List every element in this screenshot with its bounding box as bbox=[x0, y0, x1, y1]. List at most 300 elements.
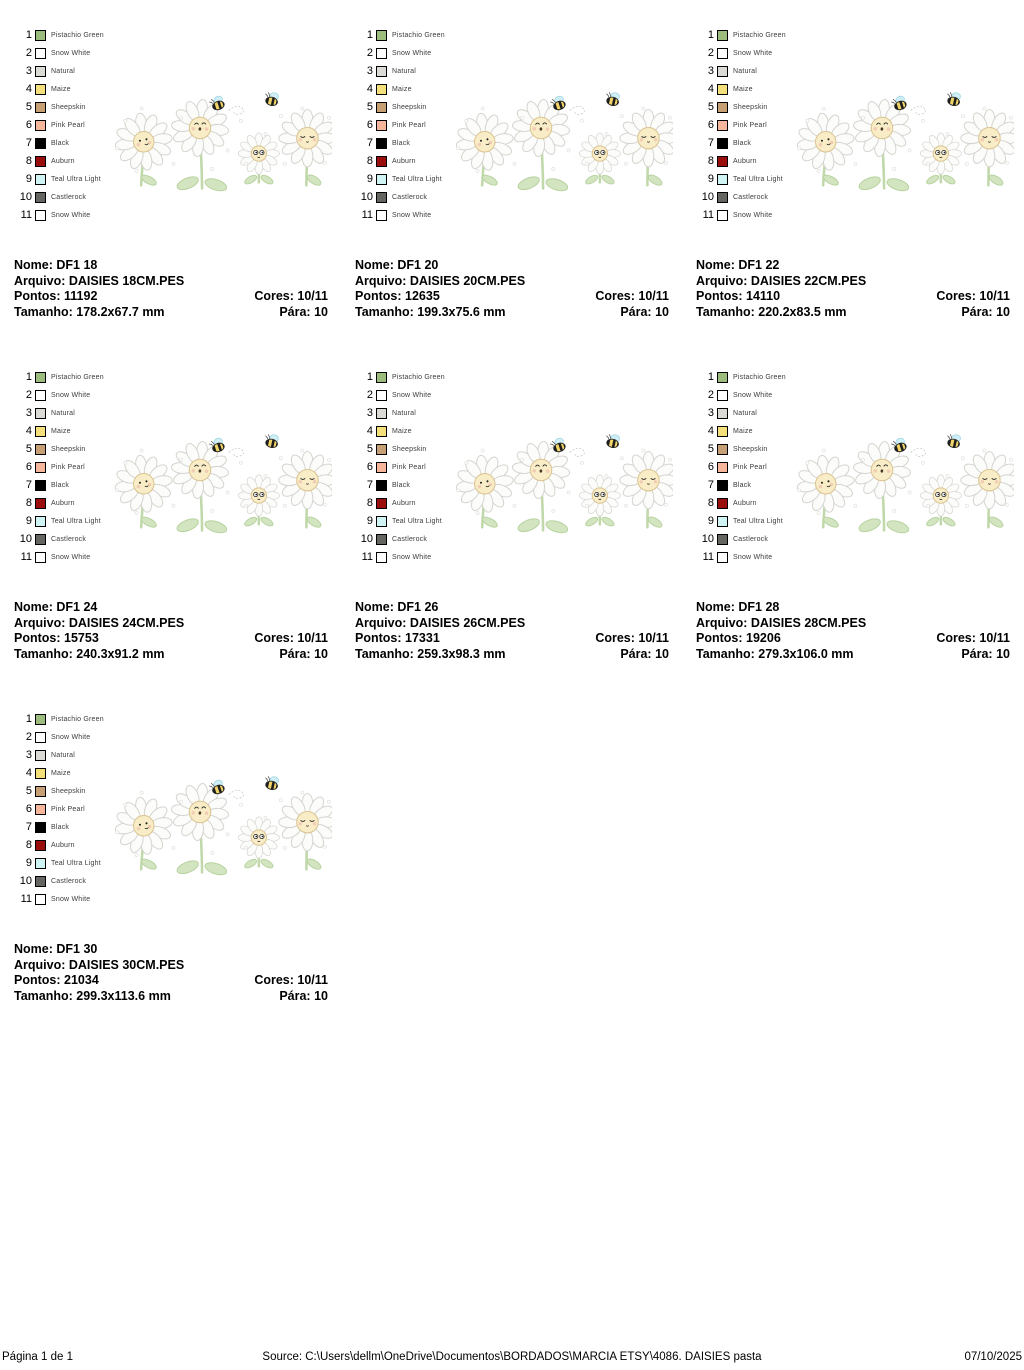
color-name: Pink Pearl bbox=[733, 121, 767, 129]
color-name: Teal Ultra Light bbox=[51, 859, 101, 867]
tamanho-label: Tamanho: bbox=[14, 988, 73, 1003]
color-number: 8 bbox=[707, 155, 714, 167]
color-name: Pistachio Green bbox=[51, 715, 104, 723]
color-name: Snow White bbox=[733, 49, 773, 57]
color-row bbox=[14, 836, 104, 854]
color-row bbox=[14, 368, 104, 386]
color-name: Castlerock bbox=[51, 193, 87, 201]
color-name: Maize bbox=[51, 85, 71, 93]
color-number: 5 bbox=[25, 785, 32, 797]
color-name: Snow White bbox=[51, 211, 91, 219]
cores-value: 10/11 bbox=[297, 973, 328, 987]
color-row bbox=[14, 422, 104, 440]
color-number: 1 bbox=[25, 713, 32, 725]
color-row bbox=[355, 188, 445, 206]
color-row bbox=[696, 512, 786, 530]
color-number: 3 bbox=[25, 65, 32, 77]
cores-label: Cores: bbox=[254, 973, 294, 987]
color-swatch bbox=[35, 894, 46, 905]
color-name: Snow White bbox=[733, 553, 773, 561]
nome-value: DF1 20 bbox=[397, 258, 439, 272]
pontos-cores-line bbox=[696, 289, 1010, 305]
color-swatch bbox=[35, 840, 46, 851]
color-row bbox=[14, 494, 104, 512]
color-name: Pink Pearl bbox=[51, 463, 85, 471]
color-row bbox=[696, 170, 786, 188]
arquivo-value: DAISIES 26CM.PES bbox=[409, 615, 526, 630]
color-swatch bbox=[35, 426, 46, 437]
cores-value: 10/11 bbox=[979, 289, 1010, 303]
color-swatch bbox=[717, 30, 728, 41]
color-row bbox=[14, 872, 104, 890]
tamanho-label: Tamanho: bbox=[696, 304, 755, 319]
pontos-cores-line bbox=[355, 631, 669, 647]
arquivo-label: Arquivo: bbox=[696, 273, 748, 288]
pontos bbox=[355, 631, 440, 647]
color-row bbox=[14, 170, 104, 188]
color-number: 9 bbox=[366, 173, 373, 185]
color-swatch bbox=[717, 48, 728, 59]
color-name: Teal Ultra Light bbox=[733, 517, 783, 525]
color-swatch bbox=[376, 444, 387, 455]
color-row bbox=[355, 116, 445, 134]
color-row bbox=[14, 152, 104, 170]
daisies-bees-design-preview bbox=[112, 88, 332, 193]
color-name: Castlerock bbox=[51, 877, 87, 885]
color-swatch bbox=[717, 192, 728, 203]
arquivo-label: Arquivo: bbox=[14, 957, 66, 972]
color-swatch bbox=[35, 48, 46, 59]
tamanho-para-line bbox=[14, 647, 328, 663]
color-row bbox=[355, 26, 445, 44]
color-swatch bbox=[35, 30, 46, 41]
color-number: 4 bbox=[25, 83, 32, 95]
pontos-cores-line bbox=[14, 289, 328, 305]
arquivo-label: Arquivo: bbox=[696, 615, 748, 630]
cores-label: Cores: bbox=[595, 631, 635, 645]
nome-value: DF1 30 bbox=[56, 942, 98, 956]
color-list bbox=[355, 368, 445, 566]
color-number: 3 bbox=[25, 407, 32, 419]
color-swatch bbox=[35, 750, 46, 761]
color-swatch bbox=[376, 480, 387, 491]
color-name: Pink Pearl bbox=[51, 805, 85, 813]
color-name: Natural bbox=[733, 409, 757, 417]
color-number: 7 bbox=[707, 137, 714, 149]
color-swatch bbox=[376, 462, 387, 473]
color-list bbox=[14, 710, 104, 908]
tamanho-para-line bbox=[14, 305, 328, 321]
color-swatch bbox=[35, 444, 46, 455]
design-card bbox=[341, 0, 682, 342]
para-label: Pára: bbox=[620, 646, 652, 661]
arquivo-value: DAISIES 20CM.PES bbox=[409, 273, 526, 288]
color-name: Sheepskin bbox=[392, 103, 427, 111]
pontos-label: Pontos: bbox=[14, 631, 61, 645]
arquivo-line bbox=[14, 274, 328, 290]
color-swatch bbox=[717, 174, 728, 185]
color-row bbox=[696, 116, 786, 134]
color-number: 1 bbox=[707, 371, 714, 383]
color-name: Black bbox=[51, 139, 70, 147]
color-name: Black bbox=[733, 139, 752, 147]
date: 07/10/2025 bbox=[964, 1351, 1022, 1363]
color-number: 3 bbox=[25, 749, 32, 761]
color-swatch bbox=[35, 804, 46, 815]
color-name: Teal Ultra Light bbox=[392, 517, 442, 525]
color-swatch bbox=[717, 120, 728, 131]
color-number: 9 bbox=[25, 515, 32, 527]
design-card bbox=[0, 342, 341, 684]
nome-line bbox=[355, 258, 669, 274]
para-label: Pára: bbox=[279, 304, 311, 319]
color-row bbox=[355, 476, 445, 494]
color-number: 1 bbox=[366, 371, 373, 383]
color-row bbox=[14, 476, 104, 494]
pontos-value: 15753 bbox=[64, 631, 99, 645]
color-swatch bbox=[35, 408, 46, 419]
tamanho-para-line bbox=[696, 647, 1010, 663]
color-row bbox=[355, 206, 445, 224]
design-info bbox=[14, 942, 328, 1004]
nome-value: DF1 26 bbox=[397, 600, 439, 614]
nome-label: Nome: bbox=[14, 600, 53, 614]
color-row bbox=[696, 152, 786, 170]
color-row bbox=[355, 386, 445, 404]
color-name: Auburn bbox=[51, 841, 75, 849]
color-swatch bbox=[717, 66, 728, 77]
color-swatch bbox=[35, 732, 46, 743]
color-number: 11 bbox=[361, 551, 373, 563]
color-name: Black bbox=[392, 481, 411, 489]
color-name: Snow White bbox=[51, 391, 91, 399]
color-number: 5 bbox=[366, 101, 373, 113]
cores bbox=[254, 973, 328, 989]
color-row bbox=[14, 62, 104, 80]
color-name: Sheepskin bbox=[733, 103, 768, 111]
cores-value: 10/11 bbox=[297, 631, 328, 645]
color-row bbox=[355, 62, 445, 80]
cores-value: 10/11 bbox=[297, 289, 328, 303]
color-swatch bbox=[35, 138, 46, 149]
color-swatch bbox=[35, 390, 46, 401]
color-row bbox=[355, 404, 445, 422]
para-value: 10 bbox=[655, 646, 669, 661]
color-name: Black bbox=[51, 823, 70, 831]
color-swatch bbox=[376, 516, 387, 527]
cores-value: 10/11 bbox=[638, 289, 669, 303]
para bbox=[620, 305, 669, 321]
design-card bbox=[0, 0, 341, 342]
color-row bbox=[696, 494, 786, 512]
color-swatch bbox=[35, 552, 46, 563]
arquivo-label: Arquivo: bbox=[355, 273, 407, 288]
cores bbox=[254, 631, 328, 647]
color-name: Natural bbox=[392, 67, 416, 75]
arquivo-line bbox=[14, 616, 328, 632]
color-name: Auburn bbox=[392, 499, 416, 507]
color-number: 9 bbox=[25, 173, 32, 185]
color-row bbox=[696, 188, 786, 206]
color-number: 1 bbox=[707, 29, 714, 41]
cores bbox=[595, 289, 669, 305]
color-name: Maize bbox=[392, 85, 412, 93]
para-value: 10 bbox=[314, 988, 328, 1003]
color-row bbox=[355, 494, 445, 512]
color-swatch bbox=[376, 210, 387, 221]
pontos-value: 14110 bbox=[746, 289, 781, 303]
color-swatch bbox=[35, 84, 46, 95]
color-swatch bbox=[35, 534, 46, 545]
color-row bbox=[14, 116, 104, 134]
tamanho-value: 220.2x83.5 mm bbox=[758, 304, 847, 319]
daisies-bees-design-preview bbox=[794, 430, 1014, 535]
color-row bbox=[14, 440, 104, 458]
color-number: 5 bbox=[707, 443, 714, 455]
color-row bbox=[355, 152, 445, 170]
color-number: 1 bbox=[25, 371, 32, 383]
color-row bbox=[14, 98, 104, 116]
para bbox=[279, 989, 328, 1005]
color-name: Snow White bbox=[392, 391, 432, 399]
color-row bbox=[14, 800, 104, 818]
color-swatch bbox=[35, 768, 46, 779]
color-row bbox=[14, 890, 104, 908]
pontos-cores-line bbox=[14, 973, 328, 989]
design-info bbox=[355, 600, 669, 662]
color-swatch bbox=[717, 426, 728, 437]
color-number: 10 bbox=[701, 533, 714, 545]
tamanho bbox=[355, 305, 506, 321]
color-row bbox=[355, 512, 445, 530]
color-swatch bbox=[35, 174, 46, 185]
color-row bbox=[696, 62, 786, 80]
color-swatch bbox=[717, 462, 728, 473]
color-swatch bbox=[376, 30, 387, 41]
color-name: Pistachio Green bbox=[51, 31, 104, 39]
daisies-bees-design-preview bbox=[112, 430, 332, 535]
color-swatch bbox=[717, 210, 728, 221]
color-row bbox=[696, 548, 786, 566]
pontos-label: Pontos: bbox=[696, 631, 743, 645]
color-name: Snow White bbox=[51, 553, 91, 561]
color-swatch bbox=[717, 498, 728, 509]
tamanho bbox=[696, 305, 847, 321]
color-row bbox=[355, 170, 445, 188]
color-row bbox=[355, 548, 445, 566]
color-number: 5 bbox=[707, 101, 714, 113]
color-number: 8 bbox=[366, 155, 373, 167]
para bbox=[961, 647, 1010, 663]
color-name: Teal Ultra Light bbox=[51, 175, 101, 183]
color-name: Snow White bbox=[392, 211, 432, 219]
color-name: Auburn bbox=[733, 157, 757, 165]
color-name: Snow White bbox=[51, 733, 91, 741]
color-swatch bbox=[717, 84, 728, 95]
color-number: 2 bbox=[25, 47, 32, 59]
daisies-bees-design-preview bbox=[794, 88, 1014, 193]
para-value: 10 bbox=[314, 646, 328, 661]
para-label: Pára: bbox=[279, 988, 311, 1003]
cores-value: 10/11 bbox=[638, 631, 669, 645]
color-swatch bbox=[717, 534, 728, 545]
nome-line bbox=[696, 258, 1010, 274]
color-number: 7 bbox=[366, 479, 373, 491]
tamanho-value: 299.3x113.6 mm bbox=[76, 988, 171, 1003]
color-swatch bbox=[717, 138, 728, 149]
color-swatch bbox=[717, 552, 728, 563]
pontos-cores-line bbox=[355, 289, 669, 305]
color-name: Natural bbox=[51, 751, 75, 759]
color-swatch bbox=[376, 48, 387, 59]
page-footer bbox=[0, 1351, 1024, 1367]
pontos-label: Pontos: bbox=[14, 973, 61, 987]
color-name: Pistachio Green bbox=[51, 373, 104, 381]
pontos-value: 17331 bbox=[405, 631, 440, 645]
color-swatch bbox=[717, 102, 728, 113]
color-number: 7 bbox=[25, 137, 32, 149]
tamanho-value: 279.3x106.0 mm bbox=[758, 646, 854, 661]
color-row bbox=[14, 818, 104, 836]
color-number: 10 bbox=[701, 191, 714, 203]
color-number: 3 bbox=[707, 65, 714, 77]
color-number: 6 bbox=[25, 119, 32, 131]
color-number: 7 bbox=[707, 479, 714, 491]
color-name: Maize bbox=[733, 427, 753, 435]
color-number: 9 bbox=[707, 515, 714, 527]
cores bbox=[936, 631, 1010, 647]
color-swatch bbox=[376, 552, 387, 563]
nome-line bbox=[696, 600, 1010, 616]
color-number: 6 bbox=[366, 461, 373, 473]
color-number: 9 bbox=[707, 173, 714, 185]
color-name: Sheepskin bbox=[51, 787, 86, 795]
para bbox=[961, 305, 1010, 321]
color-name: Maize bbox=[51, 769, 71, 777]
color-name: Snow White bbox=[51, 49, 91, 57]
pontos bbox=[696, 631, 781, 647]
para-value: 10 bbox=[996, 304, 1010, 319]
color-row bbox=[696, 98, 786, 116]
color-number: 11 bbox=[361, 209, 373, 221]
cores-label: Cores: bbox=[936, 631, 976, 645]
color-name: Teal Ultra Light bbox=[392, 175, 442, 183]
cores-label: Cores: bbox=[936, 289, 976, 303]
pontos-cores-line bbox=[696, 631, 1010, 647]
color-name: Castlerock bbox=[392, 193, 428, 201]
arquivo-line bbox=[355, 616, 669, 632]
color-number: 10 bbox=[19, 191, 32, 203]
color-name: Auburn bbox=[733, 499, 757, 507]
arquivo-value: DAISIES 24CM.PES bbox=[68, 615, 185, 630]
color-row bbox=[14, 26, 104, 44]
pontos bbox=[696, 289, 780, 305]
color-swatch bbox=[35, 192, 46, 203]
color-swatch bbox=[35, 156, 46, 167]
tamanho-value: 199.3x75.6 mm bbox=[417, 304, 506, 319]
color-row bbox=[696, 206, 786, 224]
color-name: Natural bbox=[51, 67, 75, 75]
pontos-label: Pontos: bbox=[14, 289, 61, 303]
color-list bbox=[14, 26, 104, 224]
design-card bbox=[341, 342, 682, 684]
color-row bbox=[696, 26, 786, 44]
daisies-bees-design-preview bbox=[453, 430, 673, 535]
color-row bbox=[696, 458, 786, 476]
color-row bbox=[355, 368, 445, 386]
nome-line bbox=[14, 600, 328, 616]
color-swatch bbox=[717, 408, 728, 419]
nome-label: Nome: bbox=[696, 258, 735, 272]
pontos-label: Pontos: bbox=[355, 631, 402, 645]
color-number: 3 bbox=[707, 407, 714, 419]
color-number: 5 bbox=[25, 443, 32, 455]
pontos bbox=[14, 973, 99, 989]
color-name: Pink Pearl bbox=[392, 121, 426, 129]
arquivo-label: Arquivo: bbox=[14, 615, 66, 630]
color-row bbox=[696, 404, 786, 422]
color-name: Natural bbox=[392, 409, 416, 417]
pontos bbox=[355, 289, 440, 305]
cores bbox=[936, 289, 1010, 305]
color-swatch bbox=[376, 66, 387, 77]
color-row bbox=[355, 98, 445, 116]
color-name: Sheepskin bbox=[392, 445, 427, 453]
color-row bbox=[696, 368, 786, 386]
color-name: Black bbox=[392, 139, 411, 147]
pontos bbox=[14, 631, 99, 647]
color-number: 10 bbox=[19, 875, 32, 887]
nome-value: DF1 18 bbox=[56, 258, 98, 272]
color-number: 5 bbox=[366, 443, 373, 455]
arquivo-value: DAISIES 28CM.PES bbox=[750, 615, 867, 630]
arquivo-value: DAISIES 30CM.PES bbox=[68, 957, 185, 972]
nome-label: Nome: bbox=[355, 258, 394, 272]
nome-label: Nome: bbox=[696, 600, 735, 614]
tamanho-label: Tamanho: bbox=[14, 304, 73, 319]
color-name: Castlerock bbox=[392, 535, 428, 543]
tamanho bbox=[14, 305, 165, 321]
color-row bbox=[14, 512, 104, 530]
color-name: Teal Ultra Light bbox=[51, 517, 101, 525]
color-number: 11 bbox=[702, 209, 714, 221]
color-name: Teal Ultra Light bbox=[733, 175, 783, 183]
color-name: Black bbox=[733, 481, 752, 489]
nome-label: Nome: bbox=[14, 258, 53, 272]
color-swatch bbox=[35, 516, 46, 527]
color-number: 4 bbox=[707, 83, 714, 95]
nome-value: DF1 22 bbox=[738, 258, 780, 272]
para-value: 10 bbox=[655, 304, 669, 319]
color-number: 6 bbox=[707, 119, 714, 131]
source-path: Source: C:\Users\dellm\OneDrive\Documentos\BORDADOS\MARCIA ETSY\4086. DAISIES pasta bbox=[262, 1351, 762, 1363]
color-number: 10 bbox=[19, 533, 32, 545]
tamanho-para-line bbox=[355, 647, 669, 663]
color-swatch bbox=[717, 390, 728, 401]
color-name: Pink Pearl bbox=[733, 463, 767, 471]
design-info bbox=[14, 258, 328, 320]
color-list bbox=[696, 368, 786, 566]
color-name: Pistachio Green bbox=[733, 31, 786, 39]
color-number: 4 bbox=[366, 425, 373, 437]
tamanho-label: Tamanho: bbox=[355, 304, 414, 319]
color-row bbox=[696, 476, 786, 494]
color-swatch bbox=[35, 66, 46, 77]
pontos-value: 21034 bbox=[64, 973, 99, 987]
color-swatch bbox=[35, 498, 46, 509]
color-number: 8 bbox=[25, 839, 32, 851]
design-info bbox=[696, 258, 1010, 320]
